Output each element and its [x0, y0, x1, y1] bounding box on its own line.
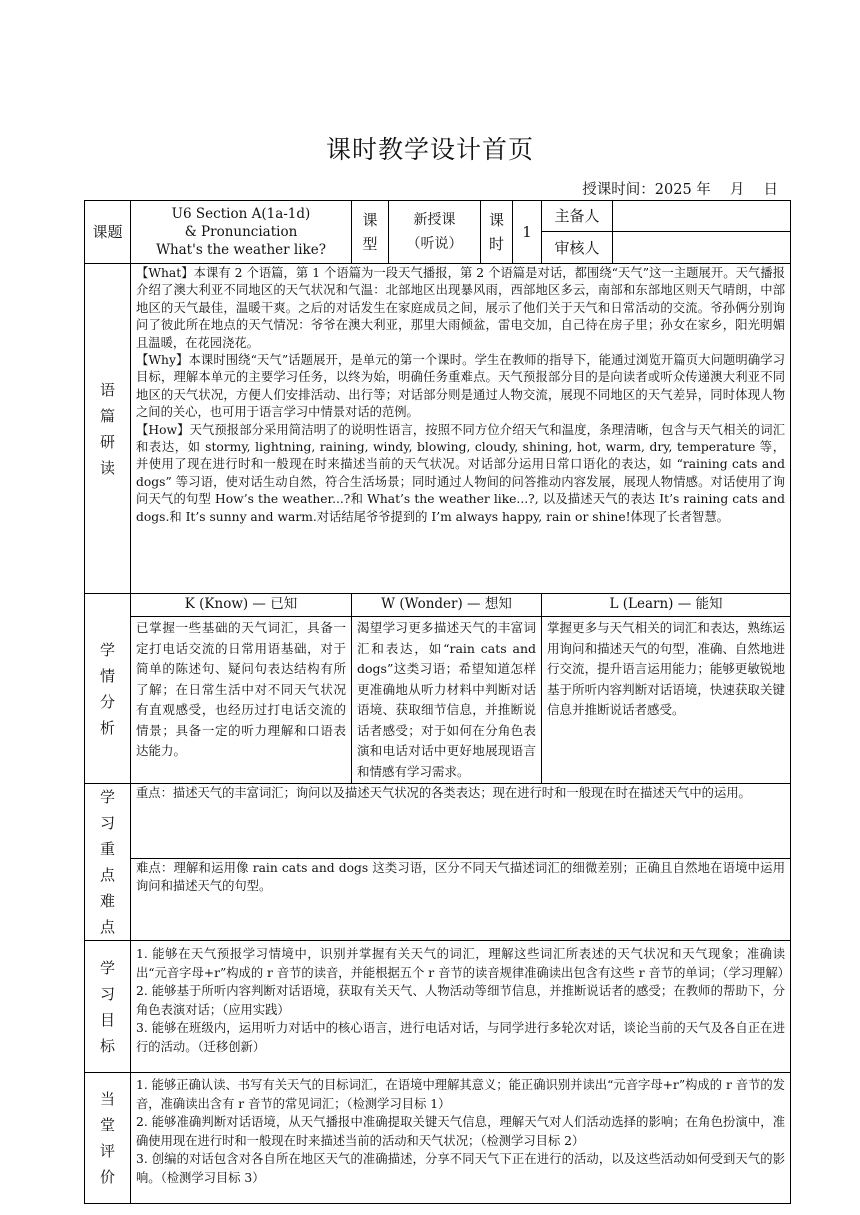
topic-line-3: What's the weather like? — [156, 242, 326, 258]
focus-key: 重点：描述天气的丰富词汇；询问以及描述天气状况的各类表达；现在进行时和一般现在时在描述天气中的运用。 — [131, 784, 791, 859]
k-header: K (Know) — 已知 — [131, 594, 352, 617]
reading-content — [131, 264, 791, 594]
lesson-design-table — [84, 200, 791, 1204]
objectives-label: 学习目标 — [85, 941, 131, 1073]
w-header: W (Wonder) — 想知 — [352, 594, 542, 617]
topic-line-1: U6 Section A(1a-1d) — [171, 206, 311, 222]
topic-label: 课题 — [85, 201, 131, 264]
focus-difficult: 难点：理解和运用像 rain cats and dogs 这类习语，区分不同天气描述词汇的细微差别；正确且自然地在语境中运用询问和描述天气的句型。 — [131, 859, 791, 941]
objective-item: 1. 能够在天气预报学习情境中，识别并掌握有关天气的词汇，理解这些词汇所表述的天气状况和天气现象；准确读出“元音字母+r”构成的 r 音节的读音，并能根据五个 r 音节的读音规律准确读出包含有这些 r 音节的单词；（学习理解） — [136, 947, 790, 980]
reviewer-label: 审核人 — [542, 232, 613, 264]
reading-what: 【What】本课有 2 个语篇，第 1 个语篇为一段天气播报，第 2 个语篇是对话，都围绕“天气”这一主题展开。天气播报介绍了澳大利亚不同地区的天气状况和气温：北部地区出现暴风雨，西部地区多云，南部和东部地区则天气晴朗，中部地区的天气最佳，温暖干爽。之后的对话发生在家庭成员之间，展示了他们关于天气和日常活动的交流。爷孙俩分别询问了彼此所在地点的天气情况：爷爷在澳大利亚，那里大雨倾盆，雷电交加，自己待在房子里；孙女在家乡，阳光明媚且温暖，在花园浇花。 — [136, 266, 785, 350]
type-label: 课型 — [352, 201, 389, 264]
reading-why: 【Why】本课时围绕“天气”话题展开，是单元的第一个课时。学生在教师的指导下，能通过浏览开篇页大问题明确学习目标，理解本单元的主要学习任务，以终为始，明确任务重难点。天气预报部分目的是向读者或听众传递澳大利亚不同地区的天气状况，方便人们安排活动、出行等；对话部分则是通过人物交流，展现不同地区的天气差异，同时体现人物之间的关心，也可用于语言学习中情景对话的范例。 — [136, 353, 785, 420]
objective-item: 2. 能够基于所听内容判断对话语境，获取有关天气、人物活动等细节信息，并推断说话者的感受；在教师的帮助下，分角色表演对话；（应用实践） — [136, 984, 785, 1017]
l-text: 掌握更多与天气相关的词汇和表达，熟练运用询问和描述天气的句型，准确、自然地进行交流，提升语言运用能力；能够更敏锐地基于所听内容判断对话语境，快速获取关键信息并推断说话者感受。 — [542, 617, 791, 784]
reading-how: 【How】天气预报部分采用简洁明了的说明性语言，按照不同方位介绍天气和温度，条理清晰，包含与天气相关的词汇和表达，如 stormy, lightning, raining, windy, blowing, cloudy, shining, hot, warm, dry, temperature 等，并使用了现在进行时和一般现在时来描述当前的天气状况。对话部分运用日常口语化的表达，如 “raining cats and dogs” 等习语，使对话生动自然，符合生活场景；同时通过人物间的问答推动内容发展，展现人物情感。对话使用了询问天气的句型 How’s the weather...?和 What’s the weather like...?, 以及描述天气的表达 It’s raining cats and dogs.和 It’s sunny and warm.对话结尾爷爷提到的 I’m always happy, rain or shine!体现了长者智慧。 — [136, 422, 785, 524]
evaluation-label: 当堂评价 — [85, 1073, 131, 1204]
evaluation-item: 2. 能够准确判断对话语境，从天气播报中准确提取关键天气信息，理解天气对人们活动选择的影响；在角色扮演中，准确使用现在进行时和一般现在时来描述当前的活动和天气状况；（检测学习目标 2） — [136, 1115, 785, 1148]
w-text: 渴望学习更多描述天气的丰富词汇和表达，如“rain cats and dogs”这类习语；希望知道怎样更准确地从听力材料中判断对话语境、获取细节信息，并推断说话者感受；对于如何在分角色表演和电话对话中更好地展现语言和情感有学习需求。 — [352, 617, 542, 784]
main-preparer-value[interactable] — [613, 201, 791, 232]
analysis-label: 学情分析 — [85, 594, 131, 784]
topic-value — [131, 201, 352, 264]
main-preparer-label: 主备人 — [542, 201, 613, 232]
reading-label: 语篇研读 — [85, 264, 131, 594]
period-value: 1 — [513, 201, 542, 264]
period-label: 课时 — [481, 201, 513, 264]
k-text: 已掌握一些基础的天气词汇，具备一定打电话交流的日常用语基础，对于简单的陈述句、疑问句表达结构有所了解；在日常生活中对不同天气状况有直观感受，也经历过打电话交流的情景；具备一定的听力理解和口语表达能力。 — [131, 617, 352, 784]
evaluation-item: 1. 能够正确认读、书写有关天气的目标词汇，在语境中理解其意义；能正确识别并读出“元音字母+r”构成的 r 音节的发音，准确读出含有 r 音节的常见词汇；（检测学习目标 1） — [136, 1078, 785, 1111]
evaluation-item: 3. 创编的对话包含对各自所在地区天气的准确描述，分享不同天气下正在进行的活动，以及这些活动如何受到天气的影响。（检测学习目标 3） — [136, 1152, 785, 1185]
page-title: 课时教学设计首页 — [325, 135, 534, 164]
focus-label: 学习重点难点 — [85, 784, 131, 941]
type-value-line-2: （听说） — [406, 236, 463, 252]
objectives-list — [131, 941, 791, 1073]
lesson-date: 授课时间：2025 年 月 日 — [582, 182, 778, 198]
reviewer-value[interactable] — [613, 232, 791, 264]
objective-item: 3. 能够在班级内，运用听力对话中的核心语言，进行电话对话，与同学进行多轮次对话，谈论当前的天气及各自正在进行的活动。（迁移创新） — [136, 1021, 785, 1054]
type-value — [389, 201, 481, 264]
l-header: L (Learn) — 能知 — [542, 594, 791, 617]
type-value-line-1: 新授课 — [413, 212, 456, 228]
topic-line-2: & Pronunciation — [184, 224, 298, 240]
evaluation-list — [131, 1073, 791, 1204]
